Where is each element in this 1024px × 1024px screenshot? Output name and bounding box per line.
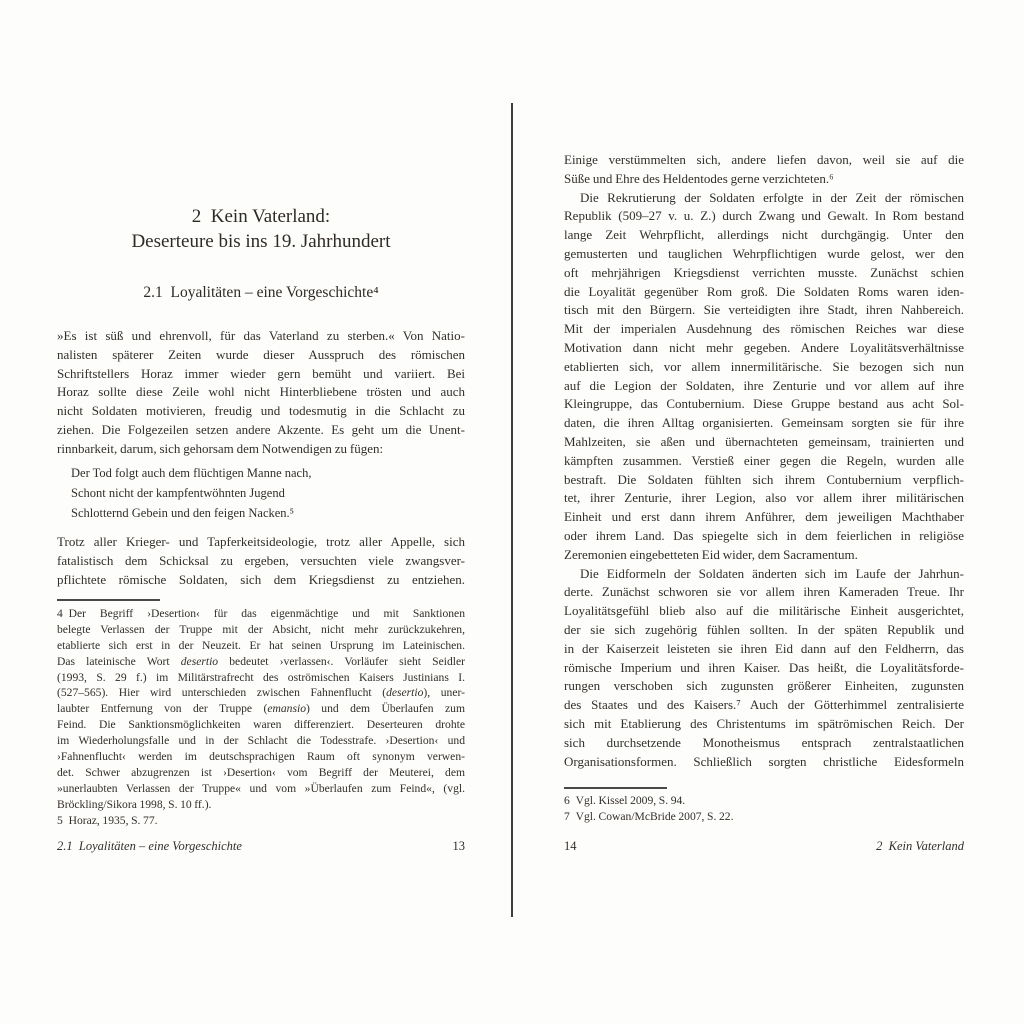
text-line: daten, die ihren Alltag organisierten. Gemeinsam sorgten sie für ihre: [564, 415, 964, 431]
text-line: bestraft. Die Soldaten fühlten sich ihrem Contubernium verpflich-: [564, 471, 964, 487]
text-line: römische Imperium und ihren Kaiser. Das heißt, die Loyalitätsforde-: [564, 659, 964, 675]
text-line: laubter Entfernung von der Truppe (emansio) und dem Überlaufen zum: [57, 702, 465, 716]
text-line: Süße und Ehre des Heldentodes gerne verzichteten.⁶: [564, 170, 834, 186]
text-line: Mahlzeiten, sie aßen und übernachteten gemeinsam, trainierten und: [564, 433, 964, 449]
text-line: Horaz sollte diese Zeile wohl nicht Hinterbliebene trösten und auch: [57, 384, 465, 400]
text-line: Einige verstümmelten sich, andere liefen davon, weil sie auf die: [564, 152, 964, 167]
text-line: ziehen. Die Folgezeilen setzen andere Akzente. Es geht um die Unent-: [57, 421, 465, 437]
right-page: [564, 0, 964, 1024]
chapter-title-line-2: Deserteure bis ins 19. Jahrhundert: [131, 231, 391, 252]
footnote-separator-rule: [57, 599, 160, 601]
text-line: nalisten späterer Zeiten wurde dieser Ausspruch des römischen: [57, 346, 465, 362]
left-page: [57, 0, 465, 1024]
text-line: Das lateinische Wort desertio bedeutet ›verlassen‹. Vorläufer sieht Seidler: [57, 654, 465, 668]
text-line: etablierten sich, vor allem innermilitärische. Sie bezogen sich nun: [564, 358, 964, 374]
text-line: der sie sich zugehörig fühlen sollten. In der späten Republik und: [564, 621, 964, 637]
text-line: Die Eidformeln der Soldaten änderten sich im Laufe der Jahrhun-: [580, 565, 964, 581]
body-paragraph-intro: [57, 327, 465, 459]
text-line: derte. Zunächst schworen sie vor allem ihren Kameraden Treue. Ihr: [564, 584, 964, 600]
text-line: rinnbarkeit, darum, sich gehorsam dem Notwendigen zu fügen:: [57, 440, 384, 456]
text-line: Schriftstellers Horaz immer wieder gern bemüht und variiert. Bei: [57, 365, 465, 381]
page-footer: [57, 839, 465, 854]
section-heading: 2.1 Loyalitäten – eine Vorgeschichte⁴: [143, 284, 379, 301]
text-line: 4 Der Begriff ›Desertion‹ für das eigenmächtige und mit Sanktionen: [57, 607, 465, 620]
page-number: 14: [564, 839, 577, 853]
footnotes-block: [564, 793, 964, 825]
text-line: Organisationsformen. Schließlich sorgten christliche Eidesformeln: [564, 753, 964, 769]
text-line: rungen verschoben sich zugunsten größerer Einheiten, zugunsten: [564, 678, 964, 694]
running-chapter-title: 2 Kein Vaterland: [876, 839, 964, 853]
text-line: Loyalitätsgefühl blieb also auf die militärische Einheit ausgerichtet,: [564, 603, 964, 619]
text-line: 7 Vgl. Cowan/McBride 2007, S. 22.: [564, 809, 734, 823]
text-line: (1993, S. 29 f.) im Militärstrafrecht des oströmischen Kaisers Justinians I.: [57, 670, 465, 684]
verse-quote-block: [57, 463, 465, 523]
text-line: nicht Soldaten motivieren, freudig und todesmutig in die Schlacht zu: [57, 403, 465, 419]
text-line: det. Schwer abzugrenzen ist ›Desertion‹ vom Begriff der Meuterei, dem: [57, 765, 465, 779]
text-line: sich durchsetzende Monotheismus entsprach zentralstaatlichen: [564, 734, 964, 750]
text-line: »Es ist süß und ehrenvoll, für das Vaterland zu sterben.« Von Natio-: [57, 328, 465, 343]
text-line: Die Rekrutierung der Soldaten erfolgte in der Zeit der römischen: [580, 189, 964, 205]
text-line: des Staates und des Kaisers.⁷ Auch der Götterhimmel zentralisierte: [564, 697, 964, 713]
text-line: 6 Vgl. Kissel 2009, S. 94.: [564, 794, 686, 807]
text-line: Der Tod folgt auch dem flüchtigen Manne nach,: [71, 466, 312, 480]
footnote-separator-rule: [564, 787, 667, 789]
text-line: tet, ihrer Zenturie, ihrer Legion, also vor allem ihrer militärischen: [564, 490, 964, 506]
text-line: lange Zeit Wehrpflicht, allerdings nicht durchgängig. Unter den: [564, 227, 964, 243]
body-paragraph-after-verse: [57, 533, 465, 589]
page-gutter-line: [511, 103, 513, 917]
text-line: in der Kaiserzeit leisteten sie ihren Eid dann auf den Feldherrn, das: [564, 640, 964, 656]
text-line: oft mehrjährigen Kriegsdienst verrichten musste. Zunächst schien: [564, 264, 964, 280]
text-line: ›Fahnenflucht‹ werden im deutschsprachigen Raum oft synonym verwen-: [57, 750, 465, 764]
text-line: kämpften zusammen. Verstieß einer gegen die Regeln, wurden alle: [564, 452, 964, 468]
text-line: oder ihrem Land. Das spiegelte sich in dem feierlichen in religiöse: [564, 527, 964, 543]
text-line: Republik (509–27 v. u. Z.) durch Zwang und Gewalt. In Rom bestand: [564, 208, 964, 224]
text-line: »unerlaubten Verlassen der Truppe« und vom »Überlaufen zum Feind«, (vgl.: [57, 781, 465, 795]
body-paragraphs: [564, 151, 964, 771]
text-line: Einheit und erst dann ihrem Anführer, dem jeweiligen Machthaber: [564, 509, 964, 525]
text-line: Trotz aller Krieger- und Tapferkeitsideologie, trotz aller Appelle, sich: [57, 534, 465, 549]
page-number: 13: [452, 839, 465, 853]
text-line: pflichtete römische Soldaten, sich dem Kriegsdienst zu entziehen.: [57, 571, 465, 587]
text-line: Motivation dann nicht mehr gegeben. Andere Loyalitätsverhältnisse: [564, 339, 964, 355]
text-line: sich mit Etablierung des Christentums im spätrömischen Reich. Der: [564, 715, 964, 731]
text-line: Schont nicht der kampfentwöhnten Jugend: [71, 486, 285, 500]
chapter-title-line-1: 2 Kein Vaterland:: [191, 206, 331, 227]
text-line: etablierte sich erst in der Neuzeit. Er hat seinen Ursprung im Lateinischen.: [57, 638, 465, 652]
text-line: Zeremonien eingebetteten Eid wider, dem Sacramentum.: [564, 546, 858, 562]
footnotes-block: [57, 606, 465, 828]
text-line: (527–565). Hier wird unterschieden zwischen Fahnenflucht (desertio), uner-: [57, 686, 465, 700]
text-line: die Loyalität gegenüber Rom groß. Die Soldaten Roms waren iden-: [564, 283, 964, 299]
text-line: Feind. Die Sanktionsmöglichkeiten waren differenziert. Deserteuren drohte: [57, 718, 465, 732]
text-line: 5 Horaz, 1935, S. 77.: [57, 813, 158, 827]
text-line: Kleingruppe, das Contubernium. Diese Gruppe bestand aus acht Sol-: [564, 396, 964, 412]
text-line: Schlotternd Gebein und den feigen Nacken.⁵: [71, 506, 295, 520]
text-line: im Wiederholungsfalle und in der Schlacht die Todesstrafe. ›Desertion‹ und: [57, 734, 465, 748]
text-line: fatalistisch dem Schicksal zu ergeben, versuchten viele zwangsver-: [57, 552, 465, 568]
page-footer: [564, 839, 964, 854]
text-line: Bröckling/Sikora 1998, S. 10 ff.).: [57, 797, 212, 811]
chapter-title: [57, 204, 465, 254]
text-line: Mit der imperialen Ausdehnung des römischen Reiches war diese: [564, 321, 964, 337]
text-line: auf die Legion der Soldaten, ihre Zenturie und vor allem auf ihre: [564, 377, 964, 393]
running-section-title: 2.1 Loyalitäten – eine Vorgeschichte: [57, 839, 242, 853]
text-line: belegte Verlassen der Truppe mit der Absicht, nicht mehr zurückzukehren,: [57, 622, 465, 636]
text-line: gemusterten und tauglichen Wehrpflichtigen wurde gelost, wer den: [564, 245, 964, 261]
text-line: tisch mit den Bürgern. Sie verteidigten ihre Stadt, ihren Nahbereich.: [564, 302, 964, 318]
